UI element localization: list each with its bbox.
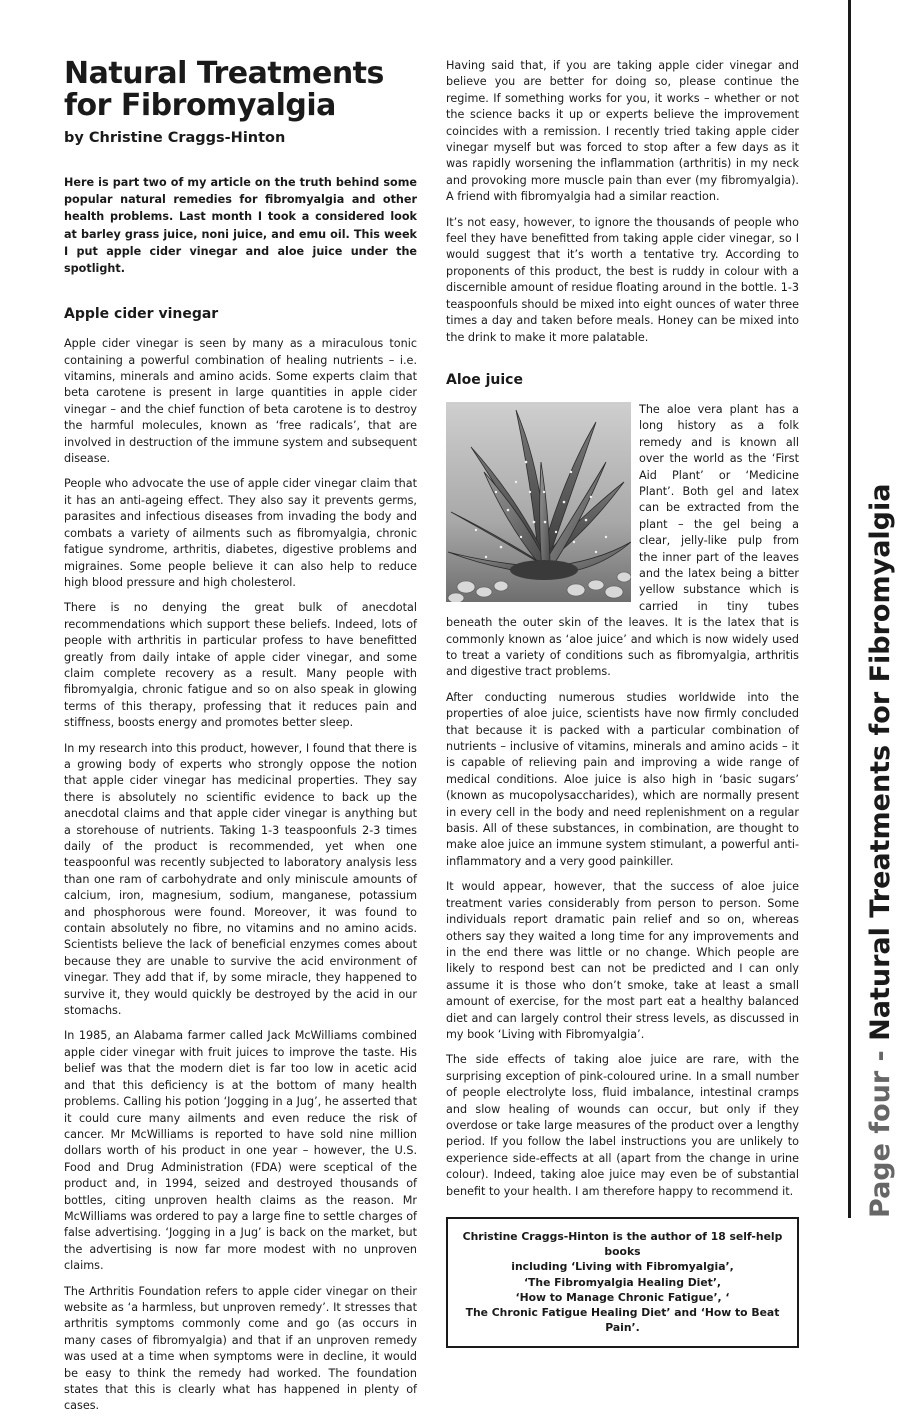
apple-paragraph: In my research into this product, however, I found that there is a growing body of experts who strongly oppose the notion that apple cider vinegar has medicinal properties. They say there is absolutely no scientific evidence to back up the anecdotal claims and that apple cider vinegar is anything but a storehouse of nutrients. Taking 1-3 teaspoonfuls 2-3 times daily of the product is recommended, yet when one teaspoonful was recently subjected to laboratory analysis less than one ram of carbohydrate and only miniscule amounts of calcium, iron, magnesium, sodium, manganese, potassium and phosphorous were found. Moreover, it was found to contain absolutely no fibre, no vitamins and no amino acids. Scientists believe the lack of beneficial enzymes comes about because they are unable to survive the acid environment of vinegar. They add that if, by some miracle, they happened to survive it, they would quickly be destroyed by the acid in our stomachs. bbox=[64, 741, 417, 1018]
left-column bbox=[64, 58, 417, 1424]
apple-cider-vinegar-heading: Apple cider vinegar bbox=[64, 306, 219, 323]
credit-line: The Chronic Fatigue Healing Diet’ and ‘How to Beat Pain’. bbox=[465, 1306, 780, 1335]
apple-paragraph: People who advocate the use of apple cider vinegar claim that it has an anti-ageing effect. They also say it prevents germs, parasites and infectious diseases from invading the body and combats a variety of ailments such as fibromyalgia, chronic fatigue syndrome, arthritis, diabetes, digestive problems and migraines. Some people believe it can also help to reduce high blood pressure and high cholesterol. bbox=[64, 477, 417, 589]
article-byline: by Christine Craggs-Hinton bbox=[64, 130, 286, 146]
aloe-paragraph: The aloe vera plant has a long history as a folk remedy and is known all over the world as the ‘First Aid Plant’ or ‘Medicine Plant’. Both gel and latex can be extracted from the plant – the gel being a clear, jelly-like pulp from the inner part of the leaves and the latex being a bitter yellow substance which is carried in tiny tubes beneath the outer skin of the leaves. It is the latex that is commonly known as ‘aloe juice’ and which is now widely used to treat a variety of conditions such as fibromyalgia, arthritis and digestive tract problems. bbox=[446, 402, 799, 679]
section-title: Natural Treatments for Fibromyalgia bbox=[865, 483, 896, 1041]
credit-line: Christine Craggs-Hinton is the author of 18 self-help books bbox=[462, 1230, 783, 1259]
aloe-paragraph: The side effects of taking aloe juice are rare, with the surprising exception of pink-coloured urine. In a small number of people electrolyte loss, fluid imbalance, intestinal cramps and slow healing of wounds can occur, but only if they overdose or take large measures of the product over a lengthy period. If you follow the label instructions you are unlikely to experience side-effects at all (apart from the change in urine colour). Indeed, taking aloe juice may even be of substantial benefit to your health. I am therefore happy to recommend it. bbox=[446, 1053, 799, 1198]
page-label: Page four - bbox=[865, 1040, 896, 1218]
sidebar-vertical-title bbox=[862, 484, 900, 1218]
credit-line: including ‘Living with Fibromyalgia’, bbox=[511, 1260, 734, 1274]
aloe-juice-heading: Aloe juice bbox=[446, 371, 523, 388]
aloe-paragraph: It would appear, however, that the success of aloe juice treatment varies considerably from person to person. Some individuals report dramatic pain relief and so on, whereas others say they waited a long time for any improvements and in the end there was little or no change. Which people are likely to respond best can not be predicted and I can only assume it is those who don’t smoke, take at least a small amount of exercise, for the most part eat a healthy balanced diet and can largely control their stress levels, as discussed in my book ‘Living with Fibromyalgia’. bbox=[446, 880, 799, 1041]
apple-paragraph: There is no denying the great bulk of anecdotal recommendations which support these beliefs. Indeed, lots of people with arthritis in particular profess to have benefitted greatly from daily intake of apple cider vinegar, and some claim complete recovery as a result. Many people with fibromyalgia, chronic fatigue and so on also speak in glowing terms of this therapy, professing that it reduces pain and stiffness, boosts energy and promotes better sleep. bbox=[64, 601, 417, 730]
aloe-paragraph: After conducting numerous studies worldwide into the properties of aloe juice, scientists have now firmly concluded that because it is packed with a particular combination of nutrients – inclusive of vitamins, minerals and amino acids – it is capable of relieving pain and improving a wide range of medical conditions. Aloe juice is also high in ‘basic sugars’ (known as mucopolysaccharides), which are normally present in every cell in the body and need replenishment on a regular basis. All of these substances, in combination, are thought to make aloe juice an immune system stimulant, a powerful anti-inflammatory and a very good painkiller. bbox=[446, 690, 799, 868]
apple-continued-paragraph: Having said that, if you are taking apple cider vinegar and believe you are better for doing so, please continue the regime. If something works for you, it works – whether or not the science backs it up or experts believe the improvement coincides with a remission. I recently tried taking apple cider vinegar myself but was forced to stop after a few days as it was rapidly worsening the inflammation (arthritis) in my neck and provoking more muscle pain than ever (my fibromyalgia). A friend with fibromyalgia had a similar reaction. bbox=[446, 59, 799, 204]
sidebar-divider bbox=[848, 0, 851, 1218]
article-intro: Here is part two of my article on the truth behind some popular natural remedies for fibromyalgia and other health problems. Last month I took a considered look at barley grass juice, noni juice, and emu oil. This week I put apple cider vinegar and aloe juice under the spotlight. bbox=[64, 176, 417, 276]
credit-line: ‘The Fibromyalgia Healing Diet’, bbox=[523, 1275, 722, 1289]
apple-continued-paragraph: It’s not easy, however, to ignore the thousands of people who feel they have benefitted from taking apple cider vinegar, so I would suggest that it’s worth a tentative try. According to proponents of this product, the best is ruddy in colour with a discernible amount of residue floating around in the bottle. 1-3 teaspoonfuls should be mixed into eight ounces of water three times a day and taken before meals. Honey can be mixed into the drink to make it more palatable. bbox=[446, 215, 799, 344]
credit-line: ‘How to Manage Chronic Fatigue’, ‘ bbox=[515, 1290, 730, 1304]
right-column bbox=[446, 58, 799, 1348]
article-title: Natural Treatments for Fibromyalgia bbox=[64, 56, 384, 123]
author-credit-box bbox=[446, 1217, 799, 1348]
apple-paragraph: Apple cider vinegar is seen by many as a miraculous tonic containing a powerful combination of healing nutrients – i.e. vitamins, minerals and amino acids. Some experts claim that beta carotene is present in large quantities in apple cider vinegar – and the chief function of beta carotene is to destroy the harmful molecules, known as ‘free radicals’, that are involved in destruction of the immune system and subsequent disease. bbox=[64, 337, 417, 466]
apple-paragraph: In 1985, an Alabama farmer called Jack McWilliams combined apple cider vinegar with fruit juices to improve the taste. His belief was that the modern diet is far too low in acetic acid and that this deficiency is at the bottom of many health problems. Calling his potion ‘Jogging in a Jug’, he asserted that it could cure many ailments and even reduce the risk of cancer. Mr McWilliams is reported to have sold nine million dollars worth of his product in one year – however, the U.S. Food and Drug Administration (FDA) were sceptical of the product and, in 1994, seized and destroyed thousands of bottles, citing unproven health claims as the reason. Mr McWilliams was ordered to pay a large fine to settle charges of false advertising. ‘Jogging in a Jug’ is back on the market, but the advertising is now far more modest with no unproven claims. bbox=[64, 1029, 417, 1273]
apple-paragraph: The Arthritis Foundation refers to apple cider vinegar on their website as ‘a harmless, but unproven remedy’. It stresses that arthritis symptoms commonly come and go (as occurs in many cases of fibromyalgia) and that if an unproven remedy was used at a time when symptoms were in decline, it would be easy to think the remedy had worked. The foundation states that this is clearly what has happened in plenty of cases. bbox=[64, 1284, 417, 1413]
aloe-vera-plant-photo bbox=[446, 402, 631, 602]
